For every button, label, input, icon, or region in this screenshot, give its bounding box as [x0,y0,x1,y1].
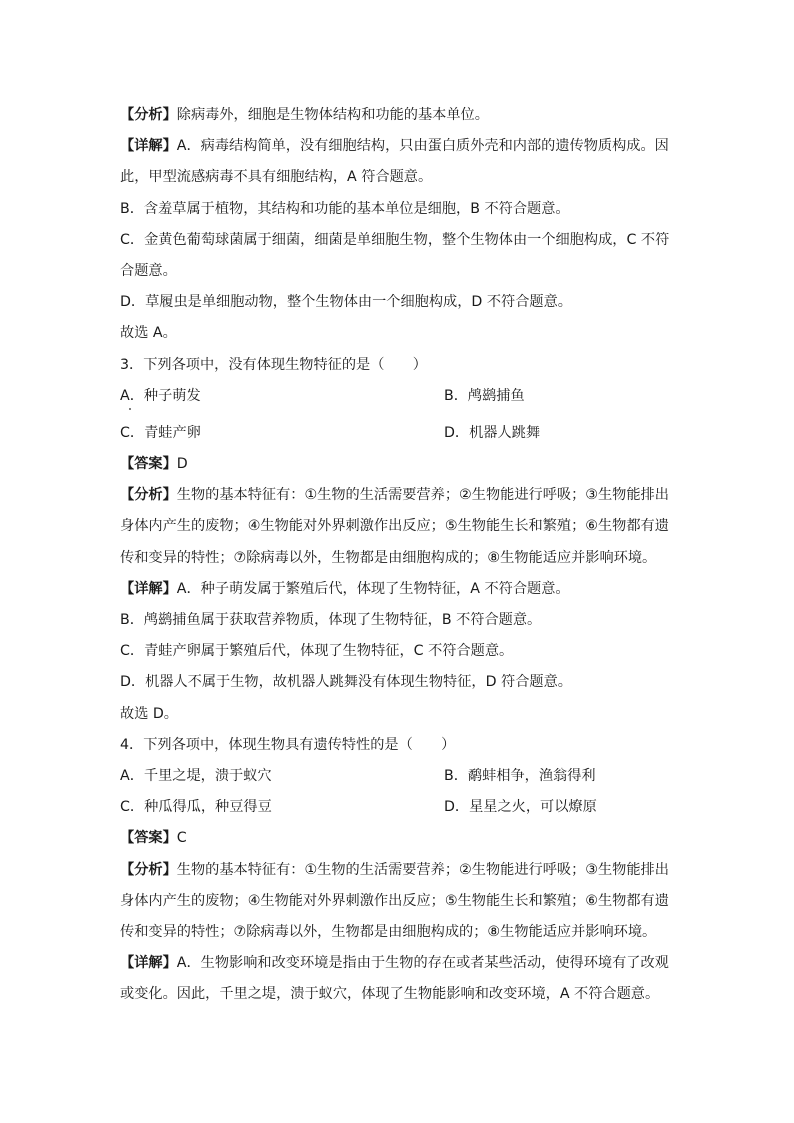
analysis-tag: 【分析】 [120,107,177,123]
q2-detail-line-b: B．含羞草属于植物，其结构和功能的基本单位是细胞，B 不符合题意。 [120,200,570,217]
q4-analysis-line-3: 传和变异的特性；⑦除病毒以外，生物都是由细胞构成的；⑧生物能适应并影响环境。 [120,923,657,940]
detail-tag: 【详解】 [120,138,177,155]
q3-option-a: A．种子萌发 [120,387,201,404]
q4-options-row-1 [120,761,670,792]
q3-options-row-1 [120,381,670,412]
q4-analysis-line-1 [120,855,670,886]
q4-detail-line-a1 [120,948,670,979]
q4-option-c: C．种瓜得瓜，种豆得豆 [120,799,272,816]
detail-text: A．生物影响和改变环境是指由于生物的存在或者某些活动，使得环境有了改观 [176,955,669,972]
q4-option-b: B．鹬蚌相争，渔翁得利 [444,767,596,784]
answer-text: C [176,830,187,847]
q3-options-row-2 [120,418,670,449]
q2-detail-line-a1 [120,131,670,162]
q4-stem: 4．下列各项中，体现生物具有遗传特性的是（ ） [120,736,456,753]
detail-tag: 【详解】 [120,955,177,972]
q3-detail-line-a [120,574,670,605]
stray-dot [129,408,131,410]
analysis-text: 生物的基本特征有：①生物的生活需要营养；②生物能进行呼吸；③生物能排出 [176,861,669,878]
q3-option-c: C．青蛙产卵 [120,424,201,441]
q2-detail-line-c2: 合题意。 [120,262,177,279]
q3-detail-line-b: B．鸬鹚捕鱼属于获取营养物质，体现了生物特征，B 不符合题意。 [120,612,542,628]
q3-option-b: B．鸬鹚捕鱼 [444,387,525,404]
q3-detail-line-c: C．青蛙产卵属于繁殖后代，体现了生物特征，C 不符合题意。 [120,643,514,660]
q3-stem: 3．下列各项中，没有体现生物特征的是（ ） [120,356,427,373]
q4-answer-line [120,823,670,854]
analysis-tag: 【分析】 [120,861,177,878]
q4-option-a: A．千里之堤，溃于蚁穴 [120,767,272,784]
q2-detail-line-a2: 此，甲型流感病毒不具有细胞结构，A 符合题意。 [120,169,433,186]
q3-option-d: D．机器人跳舞 [444,424,541,441]
analysis-tag: 【分析】 [120,487,177,504]
q4-option-d: D．星星之火，可以燎原 [444,799,597,816]
q2-detail-line-d: D．草履虫是单细胞动物，整个生物体由一个细胞构成，D 不符合题意。 [120,294,572,311]
document-page [120,100,670,1010]
q3-answer-line [120,449,670,480]
q3-choice: 故选 D。 [120,705,178,722]
q4-analysis-line-2: 身体内产生的废物；④生物能对外界刺激作出反应；⑤生物能生长和繁殖；⑥生物都有遗 [120,892,669,909]
q3-analysis-line-3: 传和变异的特性；⑦除病毒以外，生物都是由细胞构成的；⑧生物能适应并影响环境。 [120,549,657,566]
answer-tag: 【答案】 [120,830,177,847]
q2-analysis-line [120,100,670,131]
detail-tag: 【详解】 [120,580,177,597]
q2-choice: 故选 A。 [120,325,177,342]
q4-options-row-2 [120,792,670,823]
answer-text: D [176,456,188,473]
analysis-text: 生物的基本特征有：①生物的生活需要营养；②生物能进行呼吸；③生物能排出 [176,487,669,504]
q3-analysis-line-1 [120,480,670,511]
answer-tag: 【答案】 [120,456,177,473]
q2-detail-line-c1: C．金黄色葡萄球菌属于细菌，细菌是单细胞生物，整个生物体由一个细胞构成，C 不符 [120,231,670,248]
detail-text: A．种子萌发属于繁殖后代，体现了生物特征，A 不符合题意。 [176,580,570,597]
q4-detail-line-a2: 或变化。因此，千里之堤，溃于蚁穴，体现了生物能影响和改变环境，A 不符合题意。 [120,986,660,1003]
detail-text: A．病毒结构简单，没有细胞结构，只由蛋白质外壳和内部的遗传物质构成。因 [176,138,669,155]
analysis-text: 除病毒外，细胞是生物体结构和功能的基本单位。 [176,107,489,123]
q3-analysis-line-2: 身体内产生的废物；④生物能对外界刺激作出反应；⑤生物能生长和繁殖；⑥生物都有遗 [120,518,669,535]
q3-detail-line-d: D．机器人不属于生物，故机器人跳舞没有体现生物特征，D 符合题意。 [120,674,572,691]
